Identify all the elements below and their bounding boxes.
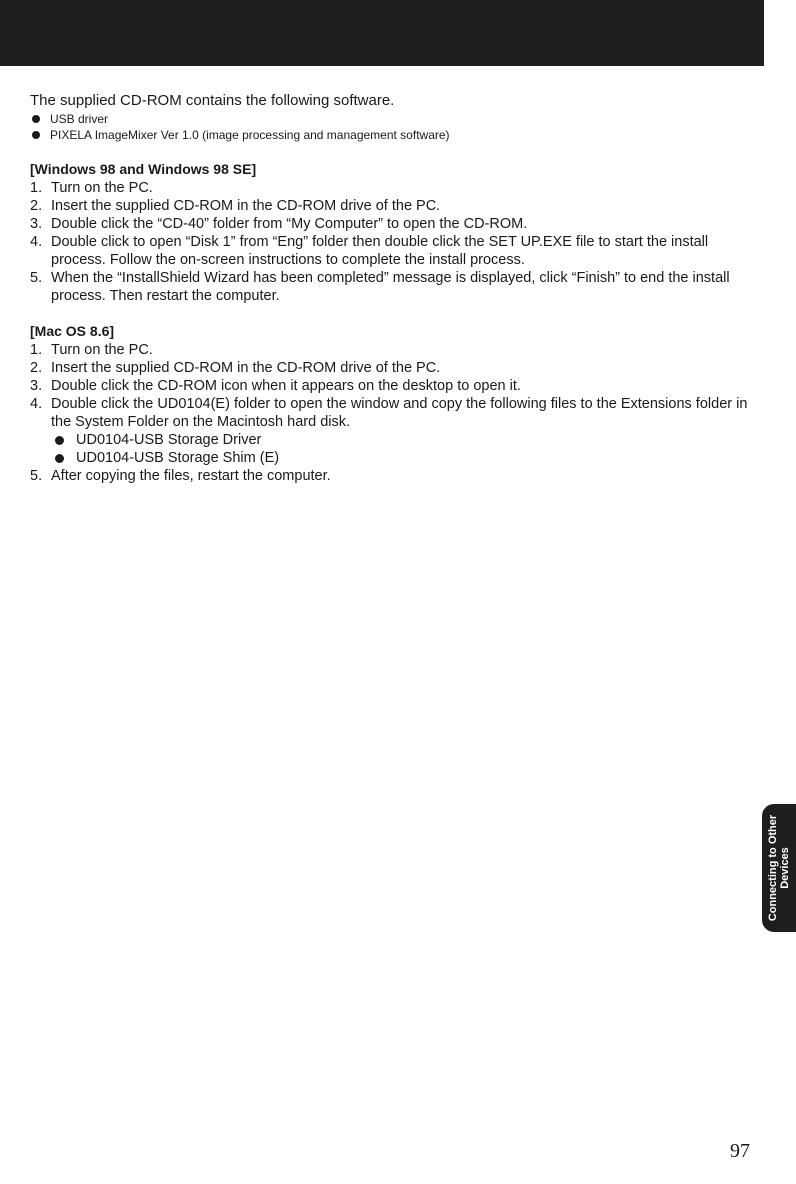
step-number: 1. xyxy=(30,180,43,196)
step-item xyxy=(30,359,760,377)
step-number: 5. xyxy=(30,270,43,286)
step-number: 3. xyxy=(30,378,43,394)
step-number: 1. xyxy=(30,342,43,358)
file-name: UD0104-USB Storage Driver xyxy=(76,432,262,448)
windows-heading: [Windows 98 and Windows 98 SE] xyxy=(30,161,257,177)
list-item xyxy=(51,449,760,467)
windows-steps xyxy=(30,179,760,305)
step-item xyxy=(30,377,760,395)
side-section-tab xyxy=(762,804,796,932)
bullet-icon xyxy=(55,436,64,445)
step-item xyxy=(30,215,760,233)
mac-heading: [Mac OS 8.6] xyxy=(30,323,115,339)
step-text: Double click the “CD-40” folder from “My Computer” to open the CD-ROM. xyxy=(51,216,528,232)
step-text: Double click to open “Disk 1” from “Eng” folder then double click the SET UP.EXE file to start the install process. Follow the on-screen instructions to complete the install process. xyxy=(51,234,709,268)
step-text: Insert the supplied CD-ROM in the CD-ROM drive of the PC. xyxy=(51,360,441,376)
step-text: Turn on the PC. xyxy=(51,180,153,196)
step-text: Turn on the PC. xyxy=(51,342,153,358)
bullet-icon xyxy=(55,454,64,463)
list-item xyxy=(30,111,760,127)
step-number: 4. xyxy=(30,396,43,412)
bullet-icon xyxy=(32,131,40,139)
step-text: After copying the files, restart the computer. xyxy=(51,468,331,484)
step-text: Insert the supplied CD-ROM in the CD-ROM drive of the PC. xyxy=(51,198,441,214)
file-name: UD0104-USB Storage Shim (E) xyxy=(76,450,280,466)
page-number: 97 xyxy=(730,1140,750,1162)
list-item xyxy=(30,127,760,143)
bullet-text: PIXELA ImageMixer Ver 1.0 (image processing and management software) xyxy=(50,128,450,142)
step-number: 3. xyxy=(30,216,43,232)
step-item xyxy=(30,395,760,467)
step-number: 4. xyxy=(30,234,43,250)
list-item xyxy=(51,431,760,449)
software-list xyxy=(30,111,760,143)
step-item xyxy=(30,233,760,269)
step-item xyxy=(30,269,760,305)
step-number: 5. xyxy=(30,468,43,484)
mac-steps xyxy=(30,341,760,485)
page-content xyxy=(30,92,760,485)
step-text: When the “InstallShield Wizard has been completed” message is displayed, click “Finish” to end the install process. Then restart the computer. xyxy=(51,270,730,304)
bullet-text: USB driver xyxy=(50,112,109,126)
step-number: 2. xyxy=(30,198,43,214)
step-item xyxy=(30,197,760,215)
header-band xyxy=(0,0,764,66)
file-list xyxy=(51,431,760,467)
step-text: Double click the UD0104(E) folder to open the window and copy the following files to the Extensions folder in the System Folder on the Macintosh hard disk. xyxy=(51,396,748,430)
intro-text: The supplied CD-ROM contains the following software. xyxy=(30,92,395,109)
step-item xyxy=(30,341,760,359)
step-item xyxy=(30,467,760,485)
side-tab-label: Connecting to Other Devices xyxy=(767,814,791,922)
bullet-icon xyxy=(32,115,40,123)
step-item xyxy=(30,179,760,197)
step-text: Double click the CD-ROM icon when it appears on the desktop to open it. xyxy=(51,378,521,394)
step-text-block xyxy=(51,395,760,467)
step-number: 2. xyxy=(30,360,43,376)
